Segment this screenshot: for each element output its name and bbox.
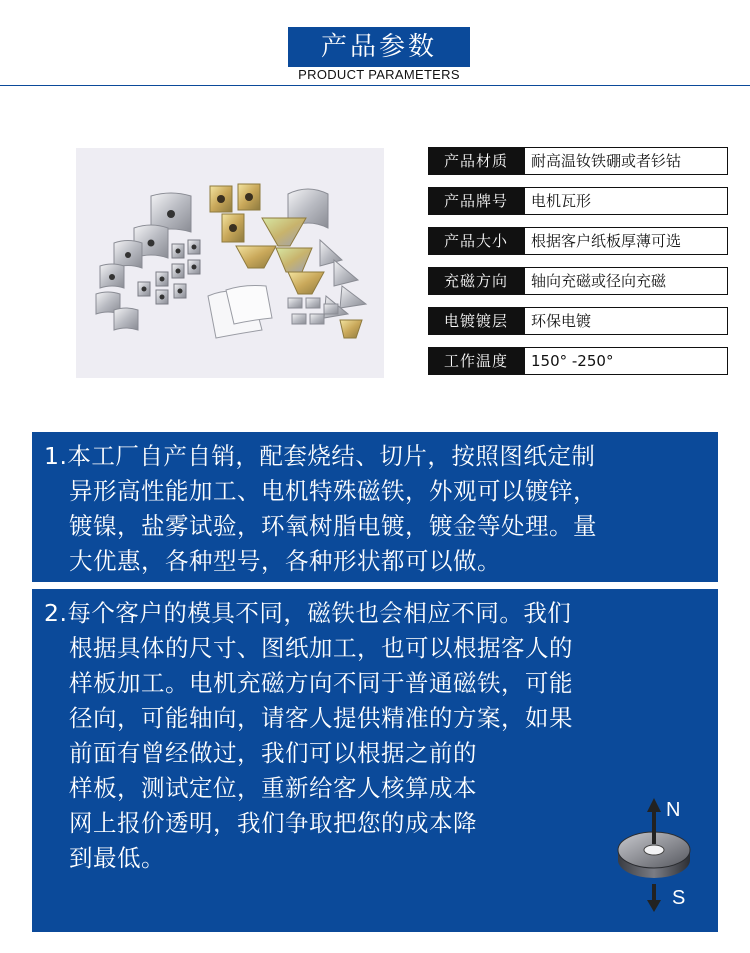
north-label: N [666, 799, 681, 821]
param-label: 产品牌号 [428, 187, 524, 215]
page-subtitle: PRODUCT PARAMETERS [298, 67, 460, 82]
magnets-illustration [76, 148, 384, 378]
param-label: 工作温度 [428, 347, 524, 375]
note-line: 样板加工。电机充磁方向不同于普通磁铁，可能 [69, 669, 573, 697]
param-row-temperature [428, 347, 728, 375]
note-box-2 [32, 589, 718, 932]
note-line: 前面有曾经做过，我们可以根据之前的 [69, 739, 477, 767]
param-value: 根据客户纸板厚薄可选 [524, 227, 728, 255]
header-divider [0, 85, 750, 86]
param-row-grade [428, 187, 728, 215]
param-value: 耐高温钕铁硼或者钐钴 [524, 147, 728, 175]
param-row-size [428, 227, 728, 255]
param-label: 产品大小 [428, 227, 524, 255]
param-row-plating [428, 307, 728, 335]
param-value: 150° -250° [524, 347, 728, 375]
param-value: 环保电镀 [524, 307, 728, 335]
note-line: 到最低。 [69, 844, 165, 872]
note-box-1 [32, 432, 718, 582]
note-line: 网上报价透明，我们争取把您的成本降 [69, 809, 477, 837]
page-title: 产品参数 [288, 27, 470, 67]
note-line: 异形高性能加工、电机特殊磁铁，外观可以镀锌， [69, 477, 597, 505]
note-line: 样板，测试定位，重新给客人核算成本 [69, 774, 477, 802]
note-line: 2.每个客户的模具不同，磁铁也会相应不同。我们 [44, 599, 572, 627]
param-row-material [428, 147, 728, 175]
product-photo [76, 148, 384, 378]
param-label: 充磁方向 [428, 267, 524, 295]
param-value: 电机瓦形 [524, 187, 728, 215]
note-line: 径向，可能轴向，请客人提供精准的方案，如果 [69, 704, 573, 732]
param-value: 轴向充磁或径向充磁 [524, 267, 728, 295]
note-line: 镀镍，盐雾试验，环氧树脂电镀，镀金等处理。量 [69, 512, 597, 540]
south-label: S [672, 887, 686, 909]
note-line: 根据具体的尺寸、图纸加工，也可以根据客人的 [69, 634, 573, 662]
param-label: 电镀镀层 [428, 307, 524, 335]
param-row-magnetization [428, 267, 728, 295]
note-line: 大优惠，各种型号，各种形状都可以做。 [69, 547, 501, 575]
ring-magnet-diagram [614, 794, 714, 914]
note-line: 1.本工厂自产自销，配套烧结、切片，按照图纸定制 [44, 442, 596, 470]
param-label: 产品材质 [428, 147, 524, 175]
